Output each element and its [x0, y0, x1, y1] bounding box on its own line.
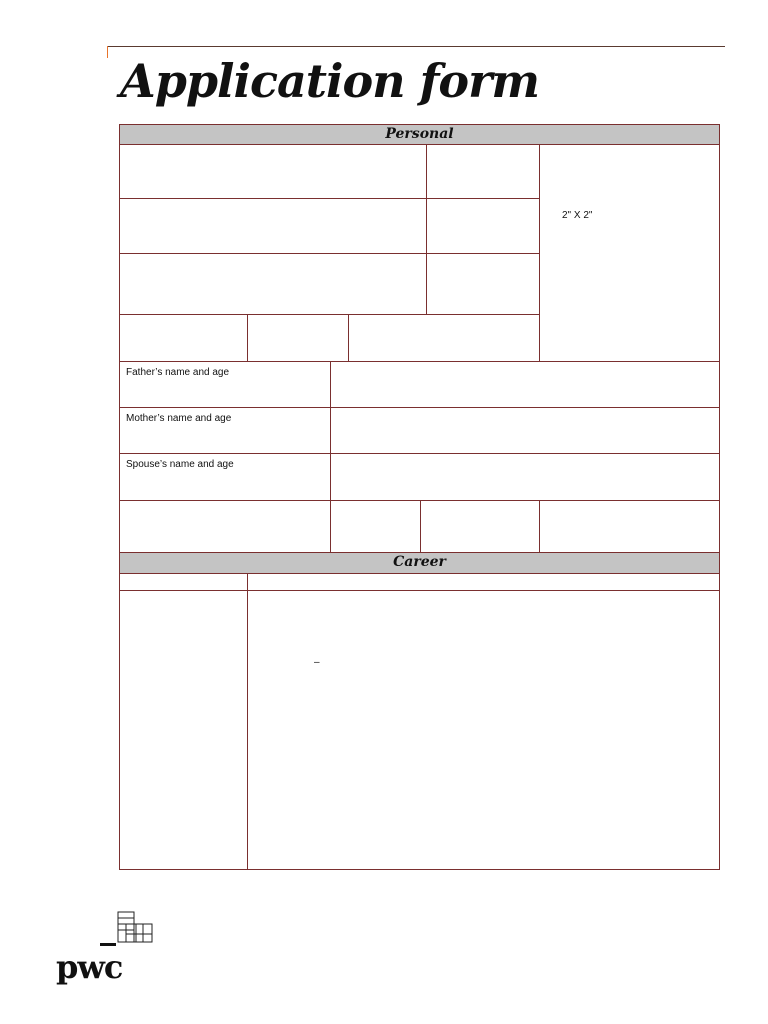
personal-field-1[interactable]: [119, 144, 427, 199]
application-form: [119, 124, 720, 870]
top-rule: [107, 46, 725, 47]
personal-field-2b[interactable]: [426, 198, 540, 254]
personal-field-1b[interactable]: [426, 144, 540, 199]
page-title: Application form: [120, 54, 540, 108]
personal-field-5a[interactable]: [119, 500, 331, 553]
personal-field-5c[interactable]: [420, 500, 540, 553]
mother-field[interactable]: [330, 407, 720, 454]
photo-box[interactable]: [539, 144, 720, 362]
career-label-1: [119, 573, 248, 591]
personal-field-2[interactable]: [119, 198, 427, 254]
top-accent-tick: [107, 46, 108, 58]
pwc-logo: [56, 910, 156, 990]
personal-field-4c[interactable]: [348, 314, 540, 362]
pwc-logo-mark: [56, 910, 156, 950]
spouse-field[interactable]: [330, 453, 720, 501]
father-field[interactable]: [330, 361, 720, 408]
spouse-label: Spouse’s name and age: [119, 453, 331, 501]
career-field-1[interactable]: [247, 573, 720, 591]
personal-field-4b[interactable]: [247, 314, 349, 362]
personal-field-5b[interactable]: [330, 500, 421, 553]
personal-field-3b[interactable]: [426, 253, 540, 315]
personal-field-4a[interactable]: [119, 314, 248, 362]
career-label-2: [119, 590, 248, 870]
mother-label: Mother’s name and age: [119, 407, 331, 454]
section-header-personal: Personal: [119, 124, 720, 145]
father-label: Father’s name and age: [119, 361, 331, 408]
stray-dash: –: [314, 657, 320, 668]
personal-field-5d[interactable]: [539, 500, 720, 553]
personal-field-3[interactable]: [119, 253, 427, 315]
pwc-logo-text: pwc: [56, 948, 123, 986]
photo-size-label: 2" X 2": [562, 210, 593, 221]
section-header-career: Career: [119, 552, 720, 574]
career-field-2[interactable]: [247, 590, 720, 870]
